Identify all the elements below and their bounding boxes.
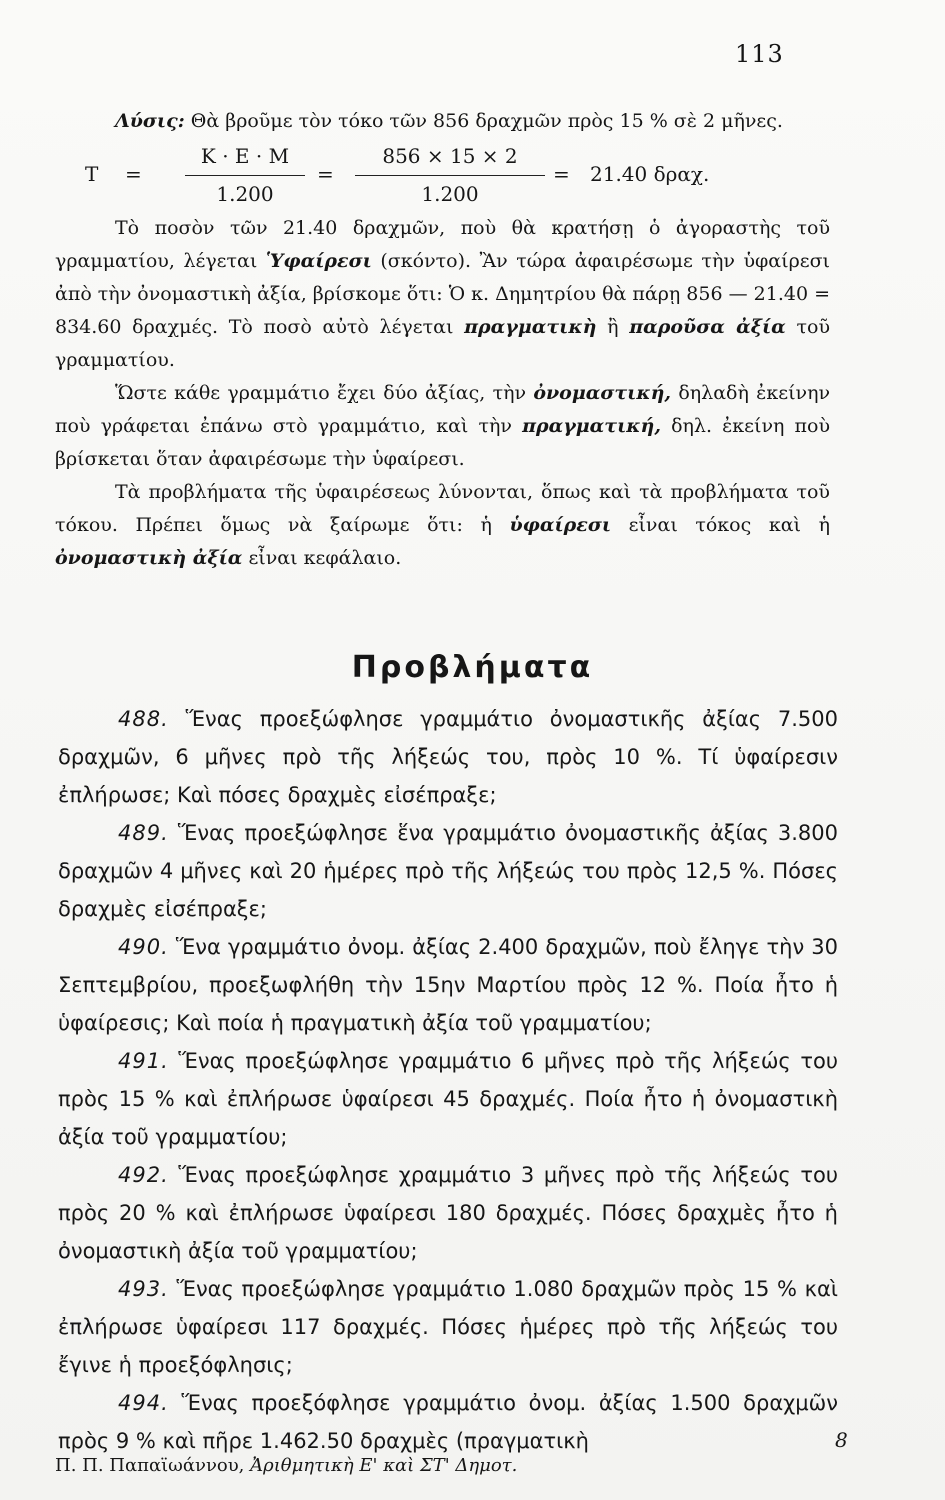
problem-item: [58, 814, 838, 928]
paragraph-two-values: [55, 377, 830, 476]
text-run: ἢ: [596, 316, 630, 338]
footer-author: Π. Π. Παπαϊωάννου,: [55, 1455, 251, 1476]
problem-text: Ἕνας προεξώφλησε γραμμάτιο 1.080 δραχμῶν πρὸς 15 % καὶ ἐπλήρωσε ὑφαίρεσι 117 δραχμές. Πόσες ἡμέρες πρὸ τῆς λήξεώς του ἔγινε ἡ προεξόφλησις;: [58, 1277, 838, 1377]
text-run: εἶναι τόκος καὶ ἡ: [611, 514, 830, 536]
problem-text: Ἕνας προεξώφλησε γραμμάτιο ὀνομαστικῆς ἀξίας 7.500 δραχμῶν, 6 μῆνες πρὸ τῆς λήξεώς του, πρὸς 10 %. Τί ὑφαίρεσιν ἐπλήρωσε; Καὶ πόσες δραχμὲς εἰσέπραξε;: [58, 707, 838, 807]
text-run: δηλ. ἐκείνη ποὺ βρίσκεται ὅταν ἀφαιρέσωμε τὴν ὑφαίρεσι.: [55, 415, 831, 470]
solution-label: Λύσις:: [115, 110, 185, 132]
text-run: Ὥστε κάθε γραμμάτιο ἔχει δύο ἀξίας, τὴν: [115, 382, 534, 404]
problem-item: [58, 1384, 838, 1460]
problem-item: [58, 1042, 838, 1156]
problem-text: Ἕνας προεξώφλησε γραμμάτιο 6 μῆνες πρὸ τῆς λήξεώς του πρὸς 15 % καὶ ἐπλήρωσε ὑφαίρεσι 45 δραχμές. Ποία ἦτο ἡ ὀνομαστικὴ ἀξία τοῦ γραμματίου;: [58, 1049, 838, 1149]
problem-number: 490.: [118, 935, 169, 959]
problem-item: [58, 1156, 838, 1270]
problem-number: 491.: [118, 1049, 169, 1073]
problem-item: [58, 700, 838, 814]
term-present-value: παροῦσα ἀξία: [629, 316, 786, 338]
text-run: Τὰ προβλήματα τῆς ὑφαιρέσεως λύνονται, ὅπως καὶ τὰ προβλήματα τοῦ τόκου. Πρέπει ὅμως νὰ ξαίρωμε ὅτι: ἡ: [55, 481, 830, 536]
solution-block: [55, 105, 830, 575]
problem-text: Ἕνας προεξώφλησε χραμμάτιο 3 μῆνες πρὸ τῆς λήξεώς του πρὸς 20 % καὶ ἐπλήρωσε ὑφαίρεσι 180 δραχμές. Πόσες δραχμὲς ἦτο ἡ ὀνομαστικὴ ἀξία τοῦ γραμματίου;: [58, 1163, 838, 1263]
solution-intro: [55, 105, 830, 138]
text-run: τοῦ γραμματίου.: [55, 316, 830, 371]
page-number: 113: [735, 40, 784, 68]
footer-signature: [55, 1455, 517, 1476]
problem-text: Ἕνα γραμμάτιο ὀνομ. ἀξίας 2.400 δραχμῶν, ποὺ ἔληγε τὴν 30 Σεπτεμβρίου, προεξωφλήθη τὴν 15ην Μαρτίου πρὸς 12 %. Ποία ἦτο ἡ ὑφαίρεσις; Καὶ ποία ἡ πραγματικὴ ἀξία τοῦ γραμματίου;: [58, 935, 838, 1035]
fraction-denominator: 1.200: [421, 182, 479, 206]
problem-number: 494.: [118, 1391, 169, 1415]
formula-equals: =: [317, 162, 334, 186]
section-title: Προβλήματα: [351, 650, 594, 685]
problem-number: 493.: [118, 1277, 169, 1301]
footer-book-title: Ἀριθμητικὴ Ε' καὶ ΣΤ' Δημοτ.: [250, 1455, 518, 1476]
formula-variable: Τ: [85, 162, 99, 186]
problem-number: 492.: [118, 1163, 169, 1187]
term-discount: ὑφαίρεσι: [509, 514, 612, 536]
problem-text: Ἕνας προεξώφλησε ἕνα γραμμάτιο ὀνομαστικῆς ἀξίας 3.800 δραχμῶν 4 μῆνες καὶ 20 ἡμέρες πρὸ τῆς λήξεώς του πρὸς 12,5 %. Πόσες δραχμὲς εἰσέπραξε;: [58, 821, 838, 921]
problem-text: Ἕνας προεξόφλησε γραμμάτιο ὀνομ. ἀξίας 1.500 δραχμῶν πρὸς 9 % καὶ πῆρε 1.462.50 δραχμὲς (πραγματικὴ: [58, 1391, 838, 1453]
formula-equals: =: [125, 162, 142, 186]
term-real: πραγματική,: [522, 415, 661, 437]
term-nominal-value: ὀνομαστικὴ ἀξία: [55, 547, 243, 569]
footer-folio: 8: [835, 1428, 848, 1452]
paragraph-rule: [55, 476, 830, 575]
fraction-numerator: Κ · Ε · Μ: [185, 140, 305, 176]
problem-item: [58, 928, 838, 1042]
solution-line: Θὰ βροῦμε τὸν τόκο τῶν 856 δραχμῶν πρὸς 15 % σὲ 2 μῆνες.: [190, 110, 783, 132]
formula-fraction-values: [355, 140, 545, 211]
problem-number: 489.: [118, 821, 169, 845]
formula-equals: =: [553, 162, 570, 186]
term-nominal: ὀνομαστική,: [533, 382, 672, 404]
interest-formula: [55, 140, 830, 208]
formula-fraction-general: [185, 140, 305, 211]
formula-result: 21.40 δραχ.: [590, 162, 710, 186]
text-run: εἶναι κεφάλαιο.: [242, 547, 402, 569]
text-run: (σκόντο). Ἂν τώρα ἀφαιρέσωμε τὴν ὑφαίρεσι ἀπὸ τὴν ὀνομαστικὴ ἀξία, βρίσκομε ὅτι: Ὁ κ. Δημητρίου θὰ πάρῃ 856 — 21.40 = 834.60 δραχμές. Τὸ ποσὸ αὐτὸ λέγεται: [55, 250, 831, 338]
problem-number: 488.: [118, 707, 169, 731]
term-discount: Ὑφαίρεσι: [265, 250, 372, 272]
text-run: Τὸ ποσὸν τῶν 21.40 δραχμῶν, ποὺ θὰ κρατήσῃ ὁ ἀγοραστὴς τοῦ γραμματίου, λέγεται: [55, 217, 830, 272]
paragraph-discount-definition: [55, 212, 830, 377]
fraction-numerator: 856 × 15 × 2: [355, 140, 545, 176]
problem-item: [58, 1270, 838, 1384]
term-real: πραγματικὴ: [464, 316, 597, 338]
problem-list: [58, 700, 838, 1460]
text-run: δηλαδὴ ἐκείνην ποὺ γράφεται ἐπάνω στὸ γραμμάτιο, καὶ τὴν: [55, 382, 830, 437]
fraction-denominator: 1.200: [216, 182, 274, 206]
